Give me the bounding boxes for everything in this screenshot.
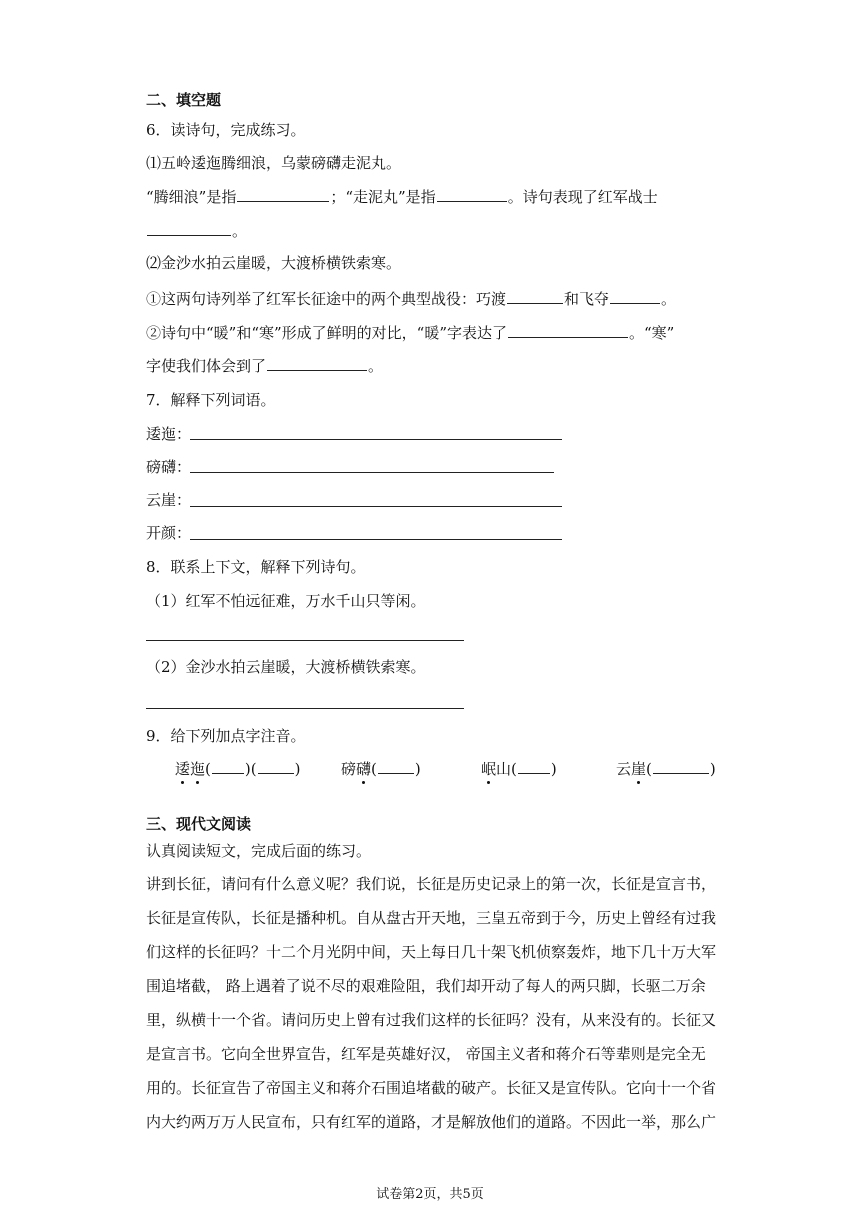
- q7-prompt: 7．解释下列词语。: [146, 391, 276, 409]
- blank-fei-duo[interactable]: [610, 288, 660, 304]
- pinyin-blank-yi[interactable]: [258, 758, 294, 774]
- passage-line: 长征是宣传队，长征是播种机。自从盘古开天地，三皇五帝到于今，历史上曾经有过我: [146, 909, 717, 927]
- plain-char: 山: [496, 760, 512, 778]
- section-2-heading: 二、填空题: [146, 91, 222, 109]
- pinyin-blank-wei[interactable]: [212, 758, 244, 774]
- q6-fill-1-cont: [146, 220, 247, 241]
- q6-fill-2-1-text-a: ①这两句诗列举了红军长征途中的两个典型战役：巧渡: [146, 290, 507, 308]
- dotted-char: 崖: [631, 760, 647, 778]
- q9-item-minshan: 岷山( ): [481, 760, 557, 778]
- blank-han[interactable]: [267, 355, 367, 371]
- q6-fill-2-1-text-c: 。: [661, 290, 677, 308]
- q8-sentence-2: （2）金沙水拍云崖暖，大渡桥横铁索寒。: [146, 658, 426, 676]
- passage-line: 围追堵截， 路上遇着了说不尽的艰难险阻，我们却开动了每人的两只脚，长驱二万余: [146, 977, 706, 995]
- blank-zou-ni-wan[interactable]: [437, 186, 507, 202]
- q8-answer-line-2[interactable]: [146, 708, 464, 709]
- dotted-char: 岷: [481, 760, 497, 778]
- q6-fill-1: [146, 186, 658, 207]
- q9-item-yunya: 云崖( ): [616, 760, 716, 778]
- q6-fill-1-text-c: 。诗句表现了红军战士: [507, 188, 658, 206]
- blank-teng-xi-lang[interactable]: [237, 186, 329, 202]
- q8-prompt: 8．联系上下文，解释下列诗句。: [146, 558, 366, 576]
- pinyin-blank-min[interactable]: [518, 758, 550, 774]
- q7-term-1: 逶迤：: [146, 425, 192, 443]
- dotted-char: 逶: [175, 760, 191, 778]
- plain-char: 云: [616, 760, 632, 778]
- q8-sentence-1: （1）红军不怕远征难，万水千山只等闲。: [146, 592, 426, 610]
- q8-answer-line-1[interactable]: [146, 640, 464, 641]
- q6-prompt: 6．读诗句，完成练习。: [146, 121, 306, 139]
- q7-answer-line-1[interactable]: [190, 439, 562, 440]
- q6-fill-2-2-cont: [146, 355, 383, 376]
- pinyin-blank-bo[interactable]: [378, 758, 414, 774]
- q6-poem-1: ⑴五岭逶迤腾细浪，乌蒙磅礴走泥丸。: [146, 154, 402, 172]
- q6-poem-2: ⑵金沙水拍云崖暖，大渡桥横铁索寒。: [146, 254, 402, 272]
- passage-line: 们这样的长征吗？十二个月光阴中间，天上每日几十架飞机侦察轰炸，地下几十万大军: [146, 943, 717, 961]
- q6-fill-2-2-text-a: ②诗句中“暖”和“寒”形成了鲜明的对比，“暖”字表达了: [146, 324, 508, 342]
- passage-line: 用的。长征宣告了帝国主义和蒋介石围追堵截的破产。长征又是宣传队。它向十一个省: [146, 1079, 717, 1097]
- q6-fill-1-text-b: ；“走泥丸”是指: [330, 188, 436, 206]
- plain-char: 磅: [341, 760, 357, 778]
- passage-line: 是宣言书。它向全世界宣告，红军是英雄好汉， 帝国主义者和蒋介石等辈则是完全无: [146, 1045, 706, 1063]
- dotted-char: 礴: [356, 760, 372, 778]
- q6-fill-2-2-text-c: 字使我们体会到了: [146, 357, 267, 375]
- q6-fill-2-1: [146, 288, 676, 309]
- blank-qiao-du[interactable]: [507, 288, 563, 304]
- q6-fill-2-2: [146, 322, 674, 343]
- blank-red-army-spirit[interactable]: [147, 220, 231, 236]
- q9-item-pangbo: 磅礴( ): [341, 760, 421, 778]
- reading-intro: 认真阅读短文，完成后面的练习。: [146, 842, 372, 860]
- pinyin-blank-ya[interactable]: [653, 758, 709, 774]
- q7-answer-line-2[interactable]: [190, 472, 554, 473]
- passage-line: 讲到长征，请问有什么意义呢？我们说，长征是历史记录上的第一次，长征是宣言书，: [146, 875, 717, 893]
- q7-term-2: 磅礴：: [146, 458, 192, 476]
- page-footer: 试卷第2页，共5页: [376, 1187, 484, 1202]
- q7-answer-line-4[interactable]: [190, 539, 562, 540]
- q9-prompt: 9．给下列加点字注音。: [146, 727, 306, 745]
- passage-line: 里，纵横十一个省。请问历史上曾有过我们这样的长征吗？没有，从来没有的。长征又: [146, 1011, 717, 1029]
- q7-term-3: 云崖：: [146, 491, 192, 509]
- q6-fill-2-1-text-b: 和飞夺: [564, 290, 610, 308]
- dotted-char: 迤: [190, 760, 206, 778]
- blank-nuan[interactable]: [508, 322, 628, 338]
- q7-term-4: 开颜：: [146, 524, 192, 542]
- q6-fill-1-text-a: “腾细浪”是指: [146, 188, 237, 206]
- passage-line: 内大约两万万人民宣布，只有红军的道路，才是解放他们的道路。不因此一举，那么广: [146, 1113, 717, 1131]
- q6-fill-2-2-text-d: 。: [368, 357, 384, 375]
- q6-fill-1-end: 。: [232, 222, 248, 240]
- q6-fill-2-2-text-b: 。“寒”: [629, 324, 675, 342]
- section-3-heading: 三、现代文阅读: [146, 815, 252, 833]
- q7-answer-line-3[interactable]: [190, 506, 562, 507]
- q9-item-weiyi: 逶迤( )( ): [175, 760, 301, 778]
